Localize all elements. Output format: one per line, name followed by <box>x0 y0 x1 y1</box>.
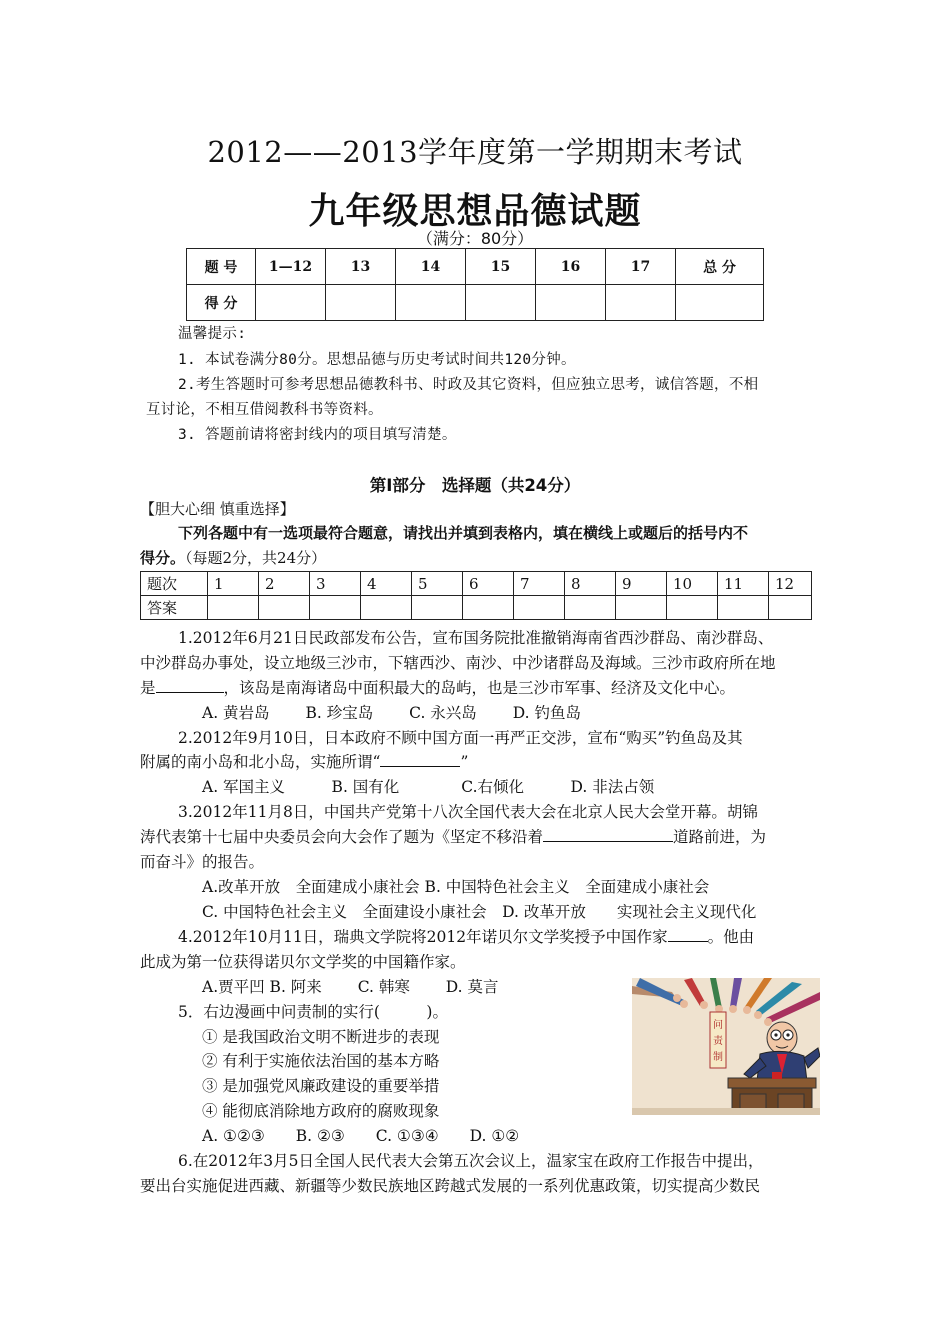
answer-blank[interactable] <box>543 825 673 842</box>
answer-input-cell[interactable] <box>259 596 310 620</box>
score-input-cell[interactable] <box>396 285 466 321</box>
score-table <box>186 248 764 321</box>
section-subheading: 【胆大心细 慎重选择】 <box>140 500 295 518</box>
answer-cell: 10 <box>667 572 718 596</box>
score-cell: 17 <box>606 249 676 285</box>
tip-line: 2.考生答题时可参考思想品德教科书、时政及其它资料，但应独立思考，诚信答题，不相 <box>178 377 759 393</box>
question-5-line: 5．右边漫画中问责制的实行( )。 <box>178 1003 448 1021</box>
tip-line: 互讨论，不相互借阅教科书等资料。 <box>146 402 383 418</box>
svg-text:制: 制 <box>713 1052 723 1063</box>
instruction-rest: （每题2分，共24分） <box>185 549 327 567</box>
question-1-line: 中沙群岛办事处，设立地级三沙市，下辖西沙、南沙、中沙诸群岛及海域。三沙市政府所在地 <box>140 654 776 672</box>
answer-cell: 答案 <box>141 596 208 620</box>
question-3-options: A.改革开放 全面建成小康社会 B. 中国特色社会主义 全面建成小康社会 <box>202 878 710 896</box>
score-cell: 16 <box>536 249 606 285</box>
question-5-item: ① 是我国政治文明不断进步的表现 <box>202 1028 440 1046</box>
score-cell: 题 号 <box>187 249 256 285</box>
instruction-line <box>140 547 326 568</box>
answer-input-cell[interactable] <box>412 596 463 620</box>
answer-cell: 9 <box>616 572 667 596</box>
svg-text:责: 责 <box>713 1036 723 1047</box>
answer-cell: 1 <box>208 572 259 596</box>
question-text: ，该岛是南海诸岛中面积最大的岛屿，也是三沙市军事、经济及文化中心。 <box>223 679 736 697</box>
question-1-options: A. 黄岩岛 B. 珍宝岛 C. 永兴岛 D. 钓鱼岛 <box>202 704 581 722</box>
question-4-line: 此成为第一位获得诺贝尔文学奖的中国籍作家。 <box>140 953 466 971</box>
question-3-options: C. 中国特色社会主义 全面建设小康社会 D. 改革开放 实现社会主义现代化 <box>202 903 757 921</box>
answer-cell: 题次 <box>141 572 208 596</box>
score-cell: 14 <box>396 249 466 285</box>
answer-cell: 11 <box>718 572 769 596</box>
answer-table <box>140 571 812 620</box>
answer-cell: 8 <box>565 572 616 596</box>
instruction-line: 下列各题中有一选项最符合题意，请找出并填到表格内，填在横线上或题后的括号内不 <box>178 524 749 542</box>
question-2-line <box>140 750 468 772</box>
answer-input-cell[interactable] <box>463 596 514 620</box>
question-4-line <box>178 925 754 947</box>
score-cell: 得 分 <box>187 285 256 321</box>
score-input-cell[interactable] <box>326 285 396 321</box>
answer-input-cell[interactable] <box>565 596 616 620</box>
score-input-cell[interactable] <box>676 285 764 321</box>
question-5-item: ③ 是加强党风廉政建设的重要举措 <box>202 1077 440 1095</box>
score-cell: 1—12 <box>256 249 326 285</box>
question-3-line <box>140 825 766 847</box>
question-text: 道路前进，为 <box>673 828 767 846</box>
instruction-bold: 得分。 <box>140 549 186 567</box>
question-3-line: 3.2012年11月8日，中国共产党第十八次全国代表大会在北京人民大会堂开幕。胡锦 <box>178 803 758 821</box>
score-cell: 总 分 <box>676 249 764 285</box>
question-text: 是 <box>140 679 156 697</box>
score-input-cell[interactable] <box>466 285 536 321</box>
question-6-line: 6.在2012年3月5日全国人民代表大会第五次会议上，温家宝在政府工作报告中提出， <box>178 1152 764 1170</box>
answer-cell: 6 <box>463 572 514 596</box>
exam-subject-title: 九年级思想品德试题 <box>308 190 642 232</box>
desk-icon <box>728 1072 816 1114</box>
question-text: 附属的南小岛和北小岛，实施所谓“ <box>140 753 381 771</box>
score-cell: 15 <box>466 249 536 285</box>
question-text: 涛代表第十七届中央委员会向大会作了题为《坚定不移沿着 <box>140 828 544 846</box>
svg-text:问: 问 <box>713 1020 723 1031</box>
question-2-options: A. 军国主义 B. 国有化 C.右倾化 D. 非法占领 <box>202 778 655 796</box>
answer-input-cell[interactable] <box>361 596 412 620</box>
question-5-item: ④ 能彻底消除地方政府的腐败现象 <box>202 1102 440 1120</box>
question-1-line: 1.2012年6月21日民政部发布公告，宣布国务院批准撤销海南省西沙群岛、南沙群岛、 <box>178 629 774 647</box>
answer-table-answer-row <box>141 596 812 620</box>
answer-input-cell[interactable] <box>769 596 812 620</box>
full-score-note: （满分：80分） <box>416 229 534 248</box>
question-text: 。他由 <box>707 928 755 946</box>
score-input-cell[interactable] <box>256 285 326 321</box>
answer-input-cell[interactable] <box>616 596 667 620</box>
question-text: ” <box>460 753 469 771</box>
section-heading: 第Ⅰ部分 选择题（共24分） <box>369 476 581 495</box>
tip-line: 3. 答题前请将密封线内的项目填写清楚。 <box>178 427 457 443</box>
score-input-cell[interactable] <box>606 285 676 321</box>
score-table-header-row <box>187 249 764 285</box>
question-5-options: A. ①②③ B. ②③ C. ①③④ D. ①② <box>202 1127 520 1145</box>
answer-table-header-row <box>141 572 812 596</box>
answer-cell: 3 <box>310 572 361 596</box>
answer-cell: 12 <box>769 572 812 596</box>
score-table-score-row <box>187 285 764 321</box>
answer-input-cell[interactable] <box>667 596 718 620</box>
accountability-cartoon <box>632 978 820 1115</box>
answer-input-cell[interactable] <box>718 596 769 620</box>
score-cell: 13 <box>326 249 396 285</box>
question-1-line <box>140 676 735 698</box>
question-text: 4.2012年10月11日，瑞典文学院将2012年诺贝尔文学奖授予中国作家 <box>178 928 668 946</box>
answer-cell: 4 <box>361 572 412 596</box>
answer-input-cell[interactable] <box>208 596 259 620</box>
question-3-line: 而奋斗》的报告。 <box>140 853 265 871</box>
answer-input-cell[interactable] <box>310 596 361 620</box>
answer-cell: 2 <box>259 572 310 596</box>
answer-blank[interactable] <box>156 676 224 693</box>
question-2-line: 2.2012年9月10日，日本政府不顾中国方面一再严正交涉，宣布“购买”钓鱼岛及其 <box>178 729 743 747</box>
answer-cell: 7 <box>514 572 565 596</box>
question-6-line: 要出台实施促进西藏、新疆等少数民族地区跨越式发展的一系列优惠政策，切实提高少数民 <box>140 1177 761 1195</box>
exam-title: 2012——2013学年度第一学期期末考试 <box>207 135 743 169</box>
tip-line: 1. 本试卷满分80分。思想品德与历史考试时间共120分钟。 <box>178 352 576 368</box>
answer-blank[interactable] <box>668 925 708 942</box>
answer-cell: 5 <box>412 572 463 596</box>
score-input-cell[interactable] <box>536 285 606 321</box>
question-4-options: A.贾平凹 B. 阿来 C. 韩寒 D. 莫言 <box>202 978 499 996</box>
answer-blank[interactable] <box>380 750 460 767</box>
answer-input-cell[interactable] <box>514 596 565 620</box>
tips-heading: 温馨提示: <box>178 326 247 342</box>
question-5-item: ② 有利于实施依法治国的基本方略 <box>202 1052 440 1070</box>
